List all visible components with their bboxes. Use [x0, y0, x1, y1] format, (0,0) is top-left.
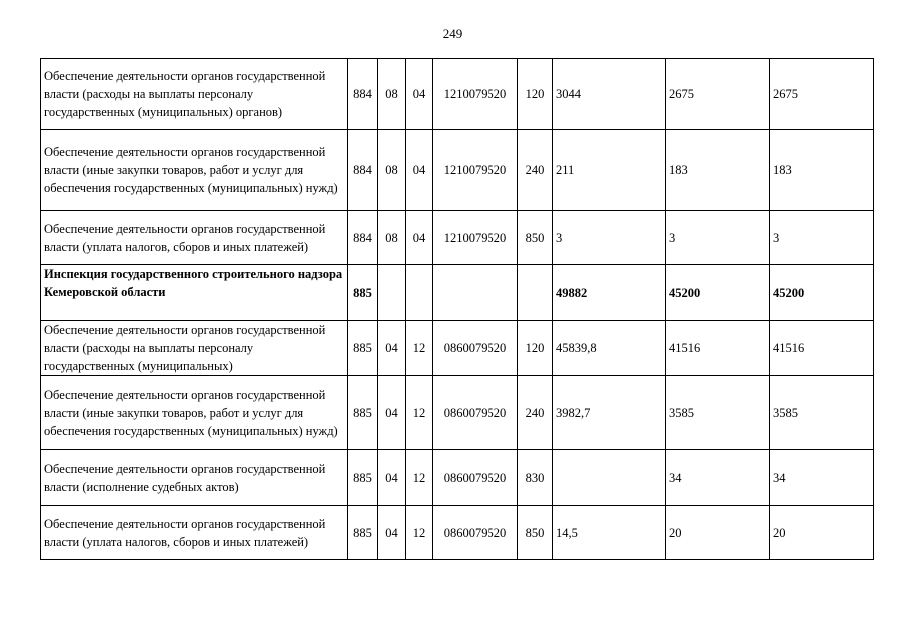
- section-code: 04: [378, 506, 406, 560]
- ministry-code: 885: [348, 321, 378, 376]
- amount-year-2: 41516: [666, 321, 770, 376]
- table-row: [41, 321, 874, 376]
- amount-year-2: 3585: [666, 376, 770, 450]
- ministry-code: 885: [348, 506, 378, 560]
- amount-year-1: 3044: [553, 59, 666, 130]
- ministry-code: 884: [348, 59, 378, 130]
- table-row: [41, 376, 874, 450]
- amount-year-1: 45839,8: [553, 321, 666, 376]
- amount-year-3: 34: [770, 450, 874, 506]
- row-name: Обеспечение деятельности органов государственной власти (иные закупки товаров, работ и услуг для обеспечения государственных (муниципальных) нужд): [41, 130, 348, 211]
- amount-year-3: 45200: [770, 265, 874, 321]
- amount-year-2: 3: [666, 211, 770, 265]
- table-row: [41, 211, 874, 265]
- amount-year-3: 3: [770, 211, 874, 265]
- amount-year-3: 3585: [770, 376, 874, 450]
- section-code: 08: [378, 59, 406, 130]
- expense-type-code: 120: [518, 59, 553, 130]
- budget-table: [40, 58, 874, 560]
- expense-type-code: 850: [518, 506, 553, 560]
- target-article-code: 0860079520: [433, 506, 518, 560]
- amount-year-1: 211: [553, 130, 666, 211]
- amount-year-3: 41516: [770, 321, 874, 376]
- table-row: [41, 59, 874, 130]
- amount-year-2: 45200: [666, 265, 770, 321]
- row-name: Обеспечение деятельности органов государственной власти (уплата налогов, сборов и иных платежей): [41, 211, 348, 265]
- subsection-code: 12: [406, 321, 433, 376]
- amount-year-2: 2675: [666, 59, 770, 130]
- row-name: Обеспечение деятельности органов государственной власти (исполнение судебных актов): [41, 450, 348, 506]
- expense-type-code: 850: [518, 211, 553, 265]
- amount-year-3: 20: [770, 506, 874, 560]
- section-code: [378, 265, 406, 321]
- subsection-code: 04: [406, 130, 433, 211]
- subsection-code: 12: [406, 506, 433, 560]
- ministry-code: 884: [348, 130, 378, 211]
- target-article-code: 1210079520: [433, 211, 518, 265]
- section-code: 04: [378, 450, 406, 506]
- section-code: 08: [378, 211, 406, 265]
- table-row: [41, 130, 874, 211]
- subsection-code: 04: [406, 211, 433, 265]
- ministry-code: 885: [348, 450, 378, 506]
- section-code: 04: [378, 321, 406, 376]
- subsection-code: 12: [406, 376, 433, 450]
- expense-type-code: 240: [518, 376, 553, 450]
- row-name: Обеспечение деятельности органов государственной власти (расходы на выплаты персоналу государственных (муниципальных): [41, 321, 348, 376]
- row-name: Обеспечение деятельности органов государственной власти (уплата налогов, сборов и иных платежей): [41, 506, 348, 560]
- section-code: 08: [378, 130, 406, 211]
- ministry-code: 885: [348, 376, 378, 450]
- amount-year-2: 20: [666, 506, 770, 560]
- target-article-code: 0860079520: [433, 376, 518, 450]
- amount-year-1: 49882: [553, 265, 666, 321]
- page-number: 249: [442, 26, 463, 41]
- expense-type-code: [518, 265, 553, 321]
- amount-year-1: 14,5: [553, 506, 666, 560]
- table-row: [41, 450, 874, 506]
- target-article-code: 1210079520: [433, 59, 518, 130]
- expense-type-code: 240: [518, 130, 553, 211]
- table-row: [41, 506, 874, 560]
- amount-year-1: 3: [553, 211, 666, 265]
- target-article-code: 0860079520: [433, 450, 518, 506]
- row-name: Обеспечение деятельности органов государственной власти (иные закупки товаров, работ и услуг для обеспечения государственных (муниципальных) нужд): [41, 376, 348, 450]
- amount-year-3: 183: [770, 130, 874, 211]
- subsection-code: [406, 265, 433, 321]
- subsection-code: 12: [406, 450, 433, 506]
- row-name: Инспекция государственного строительного надзора Кемеровской области: [41, 265, 348, 321]
- amount-year-2: 183: [666, 130, 770, 211]
- table-row: [41, 265, 874, 321]
- amount-year-3: 2675: [770, 59, 874, 130]
- amount-year-2: 34: [666, 450, 770, 506]
- amount-year-1: [553, 450, 666, 506]
- amount-year-1: 3982,7: [553, 376, 666, 450]
- target-article-code: 0860079520: [433, 321, 518, 376]
- target-article-code: 1210079520: [433, 130, 518, 211]
- subsection-code: 04: [406, 59, 433, 130]
- target-article-code: [433, 265, 518, 321]
- ministry-code: 884: [348, 211, 378, 265]
- section-code: 04: [378, 376, 406, 450]
- ministry-code: 885: [348, 265, 378, 321]
- expense-type-code: 120: [518, 321, 553, 376]
- expense-type-code: 830: [518, 450, 553, 506]
- row-name: Обеспечение деятельности органов государственной власти (расходы на выплаты персоналу государственных (муниципальных) органов): [41, 59, 348, 130]
